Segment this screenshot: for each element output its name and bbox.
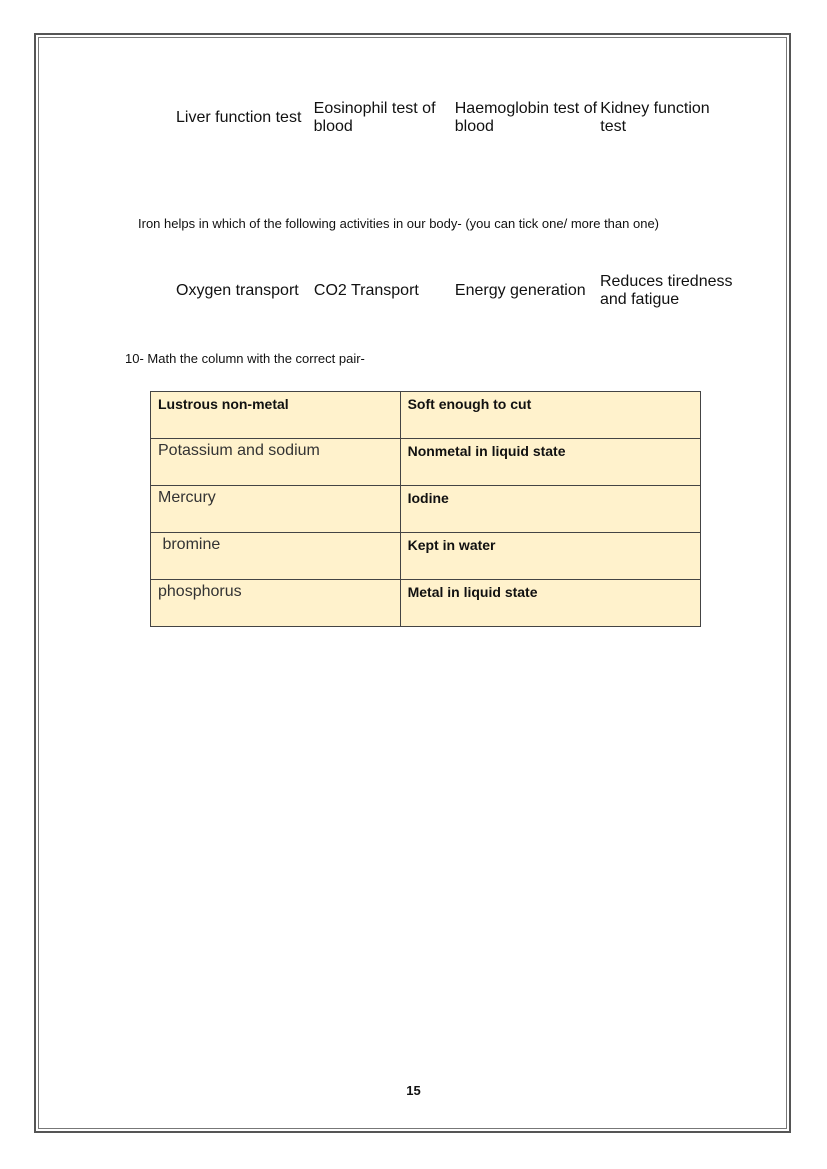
match-right-cell: Soft enough to cut: [400, 392, 700, 439]
match-left-cell: Lustrous non-metal: [151, 392, 401, 439]
option-cell[interactable]: Energy generation: [454, 281, 586, 299]
match-right-cell: Kept in water: [400, 533, 700, 580]
table-row: [151, 580, 701, 627]
page-number: 15: [406, 1083, 421, 1098]
match-left-cell: Potassium and sodium: [151, 439, 401, 486]
table-row: [151, 439, 701, 486]
match-left-cell: Mercury: [151, 486, 401, 533]
option-cell[interactable]: Haemoglobin test of blood: [454, 100, 598, 135]
match-right-cell: Nonmetal in liquid state: [400, 439, 700, 486]
match-left-cell: bromine: [151, 533, 401, 580]
tests-options-table: [175, 99, 736, 137]
table-row: [151, 486, 701, 533]
match-right-cell: Iodine: [400, 486, 700, 533]
option-cell[interactable]: Liver function test: [176, 109, 302, 126]
table-row: [151, 392, 701, 439]
option-cell[interactable]: Kidney function test: [600, 100, 710, 135]
option-cell[interactable]: Oxygen transport: [176, 281, 299, 299]
table-row: [151, 533, 701, 580]
match-question-text: 10- Math the column with the correct pair-: [125, 351, 365, 366]
match-right-cell: Metal in liquid state: [400, 580, 700, 627]
option-cell[interactable]: Eosinophil test of blood: [313, 100, 436, 135]
iron-options-table: [175, 250, 736, 331]
iron-question-text: Iron helps in which of the following activities in our body- (you can tick one/ more than one): [138, 216, 659, 231]
match-columns-table: [150, 391, 701, 627]
table-row: [175, 99, 736, 137]
table-row: [175, 250, 736, 331]
option-cell[interactable]: CO2 Transport: [313, 281, 419, 299]
match-left-cell: phosphorus: [151, 580, 401, 627]
option-cell[interactable]: Reduces tiredness and fatigue: [599, 272, 733, 308]
